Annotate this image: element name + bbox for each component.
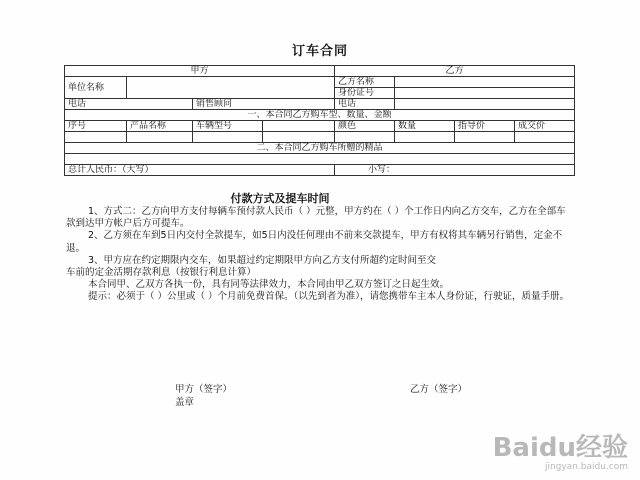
party-b-signature: 乙方（签字）	[410, 384, 468, 395]
phone-label: 电话	[65, 99, 193, 110]
gift-row	[65, 154, 575, 165]
column-header: 数量	[395, 121, 455, 132]
table-row	[65, 132, 575, 143]
table-row	[65, 66, 575, 77]
table-row	[65, 99, 575, 110]
paragraph: 3、甲方应在约定期限内交车，如果超过约定期限甲方向乙方支付所超约定时间至交	[88, 254, 437, 266]
column-header: 指导价	[455, 121, 515, 132]
unit-name-value	[127, 77, 335, 99]
contract-table	[64, 65, 575, 176]
id-number-value	[395, 88, 575, 99]
party-a-signature: 甲方（签字）	[175, 384, 233, 395]
paragraph: 提示：必须于（ ）公里或（ ）个月前免费首保。（以先到者为准），请您携带车主本人身份证，行驶证，质量手册。	[88, 291, 570, 303]
column-header	[263, 121, 335, 132]
table-row	[65, 154, 575, 165]
sales-consultant-label: 销售顾问	[193, 99, 335, 110]
b-phone-label: 电话	[335, 99, 395, 110]
small-amount-label	[335, 165, 575, 176]
table-header-row	[65, 121, 575, 132]
paragraph: 2、乙方须在车到5日内交付全款提车，如5日内没任何理由不前来交款提车，甲方有权将其车辆另行销售，定金不退。	[66, 230, 563, 254]
column-header: 序号	[65, 121, 127, 132]
section2-title: 二、本合同乙方购车所赠的精品	[65, 143, 575, 154]
paragraph: 本合同甲、乙双方各执一份，具有同等法律效力，本合同由甲乙双方签订之日起生效。	[88, 279, 450, 291]
paragraph: 车前的定金活期存款利息（按银行利息计算）	[66, 267, 257, 279]
column-header: 颜色	[335, 121, 395, 132]
party-a-header: 甲方	[65, 66, 335, 77]
b-name-value	[395, 77, 575, 88]
total-amount-label: 总计人民币：（大写）	[65, 165, 335, 176]
baidu-jingyan-logo: Baidu经验	[492, 433, 628, 463]
payment-terms	[66, 206, 574, 304]
table-row	[65, 143, 575, 154]
section-title: 付款方式及提车时间	[230, 192, 330, 205]
paragraph: 1、方式二：乙方向甲方支付每辆车预付款人民币（ ）元整，甲方约在（ ）个工作日内向乙方交车，乙方在全部车款到达甲方帐户后方可提车。	[66, 206, 566, 230]
unit-name-label: 单位名称	[65, 77, 127, 99]
watermark-url: jingyan.baidu.com	[544, 462, 628, 472]
b-name-label: 乙方名称	[335, 77, 395, 88]
document-title: 订车合同	[291, 44, 348, 59]
small-label: 小写：	[368, 165, 396, 175]
seal-label: 盖章	[175, 397, 195, 408]
section1-title: 一、本合同乙方购车型、数量、金额	[65, 110, 575, 121]
column-header: 车辆型号	[193, 121, 263, 132]
watermark	[493, 434, 628, 472]
id-number-label: 身份证号	[335, 88, 395, 99]
table-row	[65, 110, 575, 121]
column-header: 成交价	[515, 121, 575, 132]
table-row	[65, 77, 575, 88]
party-b-header: 乙方	[335, 66, 575, 77]
column-header: 产品名称	[127, 121, 193, 132]
b-phone-value	[395, 99, 575, 110]
table-row	[65, 165, 575, 176]
